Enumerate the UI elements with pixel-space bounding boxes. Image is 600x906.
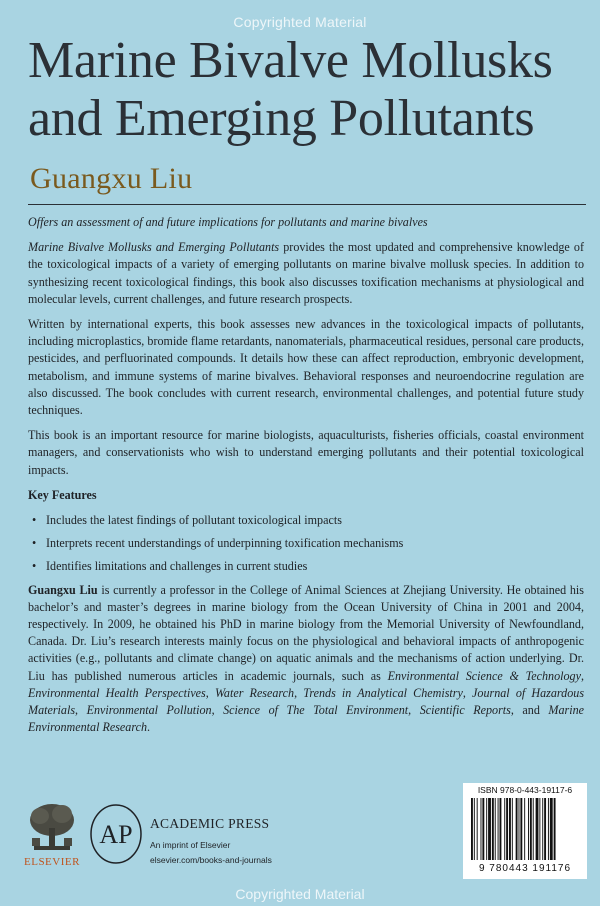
barcode-bar (492, 798, 494, 860)
barcode-icon (469, 798, 581, 862)
elsevier-tree-logo (26, 800, 78, 854)
bullet-icon: • (32, 513, 37, 528)
description-paragraph-3: This book is an important resource for marine biologists, aquaculturists, fisheries officials, coastal environment managers, and conservationists who wish to understand emerging pollutants and their potential toxicological impacts. (28, 428, 584, 477)
barcode-bar (550, 798, 553, 860)
imprint-text: An imprint of Elsevier (150, 840, 231, 850)
journal-name: Water Research (214, 685, 295, 700)
key-feature-item: • Includes the latest findings of pollutant toxicological impacts (32, 512, 584, 529)
watermark-bottom: Copyrighted Material (235, 886, 365, 902)
book-title (28, 32, 588, 148)
barcode-bar (504, 798, 505, 860)
barcode-bar (486, 798, 487, 860)
elsevier-wordmark: ELSEVIER (24, 856, 80, 868)
barcode-bar (512, 798, 513, 860)
bullet-icon: • (32, 559, 37, 574)
key-features-list (28, 512, 584, 576)
barcode-bar (524, 798, 525, 860)
barcode-bar (542, 798, 543, 860)
isbn-label: ISBN 978-0-443-19117-6 (477, 785, 573, 795)
key-feature-item: • Interprets recent understandings of underpinning toxification mechanisms (32, 535, 584, 552)
journal-name: Environmental Pollution (86, 703, 212, 718)
barcode-bar (519, 798, 520, 860)
journal-name: Environmental Health Perspectives (28, 685, 206, 700)
author-bio: Guangxu Liu is currently a professor in the College of Animal Sciences at Zhejiang University. He obtained his bachelor’s and master’s degrees in marine biology from the Ocean University of China in 2001 and 2004, respectively. In 2009, he obtained his PhD in marine biology from the Memorial University of Newfoundland, Canada. Dr. Liu’s research interests mainly focus on the physiological and behavioral impacts of anthropogenic activities (e.g., pollutants and climate change) on aquatic animals and the mechanisms of action underlying. Dr. Liu has published numerous articles in academic journals, such as Environmental Science & Technology, Environmental Health Perspectives, Water Research, Trends in Analytical Chemistry, Journal of Hazardous Materials, Environmental Pollution, Science of The Total Environment, Scientific Reports, and Marine Environmental Research. (28, 582, 585, 735)
barcode-bar (539, 798, 540, 860)
description-paragraph-1 (28, 239, 584, 308)
journal-name: Scientific Reports (419, 703, 511, 718)
barcode-bar (477, 798, 478, 860)
key-feature-item: • Identifies limitations and challenges in current studies (32, 558, 584, 575)
barcode-bar (530, 798, 532, 860)
journal-name: Environmental Science & Technology (387, 668, 581, 683)
title-line-1: Marine Bivalve Mollusks (28, 32, 553, 89)
journal-name: Marine Environmental Research (28, 703, 585, 735)
barcode-bar (548, 798, 549, 860)
barcode-bar (533, 798, 534, 860)
barcode-bar (516, 798, 518, 860)
publisher-url: elsevier.com/books-and-journals (150, 855, 272, 865)
barcode-bar (474, 798, 475, 860)
title-line-2: and Emerging Pollutants (28, 90, 535, 147)
barcode-bar (471, 798, 473, 860)
tagline: Offers an assessment of and future implications for pollutants and marine bivalves (28, 215, 428, 229)
description-paragraph-1-text: provides the most updated and comprehensive knowledge of the toxicological impacts of a variety of emerging pollutants on marine bivalve mollusk species. In addition to synthesizing recent toxicological findings, this book also discusses toxification mechanisms at physiological and molecular levels, current challenges, and future research prospects. (28, 240, 584, 306)
barcode-bar (509, 798, 511, 860)
book-title-italic: Marine Bivalve Mollusks and Emerging Pollutants (28, 240, 280, 255)
barcode-digits: 9 780443 191176 (478, 863, 572, 874)
watermark-top: Copyrighted Material (233, 14, 367, 30)
barcode-bar (482, 798, 484, 860)
key-features-heading: Key Features (28, 487, 97, 502)
ap-initials: AP (99, 820, 133, 849)
barcode-bar (506, 798, 508, 860)
barcode-bar (520, 798, 522, 860)
barcode-bar (488, 798, 491, 860)
divider-rule (28, 204, 586, 205)
bio-author-name: Guangxu Liu (28, 582, 98, 597)
journal-name: Journal of Hazardous Materials (28, 685, 585, 718)
barcode-bar (554, 798, 556, 860)
journal-name: Science of The Total Environment (223, 703, 409, 718)
barcode-bar (498, 798, 499, 860)
description-paragraph-2: Written by international experts, this book assesses new advances in the toxicological impacts of pollutants, including microplastics, bromide flame retardants, nanomaterials, pharmaceutical residues, personal care products, pesticides, and perfluorinated compounds. It details how these can affect reproduction, embryonic development, metabolism, and immune systems of marine bivalves. Behavioral responses and neuroendocrine regulation are also discussed. The book concludes with current research, environmental challenges, and potential future study techniques. (28, 317, 584, 418)
barcode-bar (481, 798, 482, 860)
academic-press-name: ACADEMIC PRESS (150, 816, 270, 831)
academic-press-logo (88, 803, 144, 865)
barcode-bar (495, 798, 496, 860)
barcode-bar (528, 798, 529, 860)
isbn-barcode-box (463, 783, 587, 879)
journal-name: Trends in Analytical Chemistry (303, 685, 463, 700)
author-name: Guangxu Liu (30, 162, 193, 195)
back-cover-text (28, 214, 584, 744)
barcode-bar (500, 798, 502, 860)
bullet-icon: • (32, 536, 37, 551)
barcode-bar (544, 798, 546, 860)
barcode-bar (536, 798, 539, 860)
